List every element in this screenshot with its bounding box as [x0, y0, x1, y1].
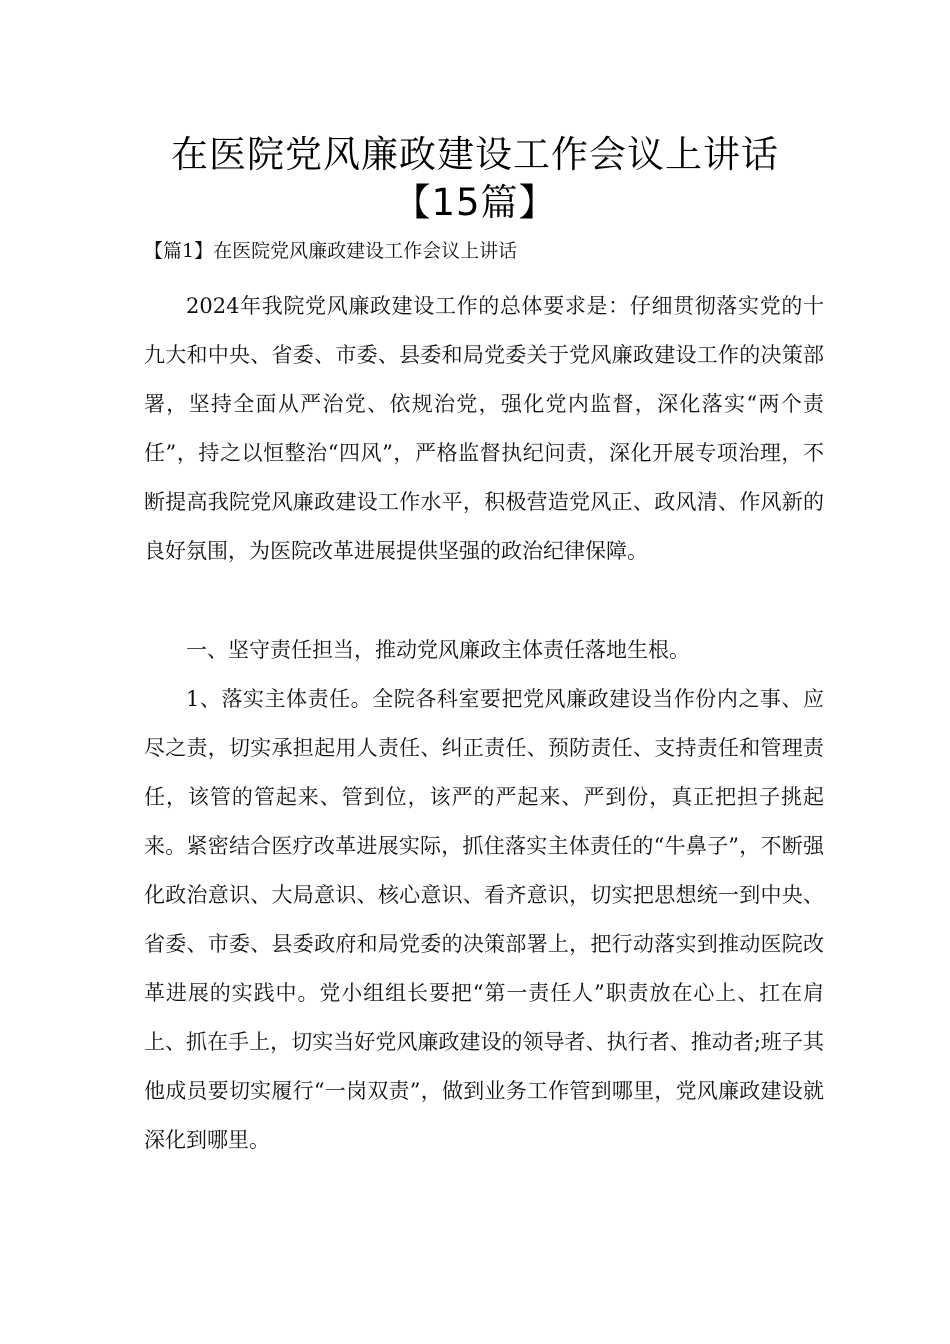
body-paragraph-2	[144, 675, 824, 1165]
document-title-count: 【15篇】	[393, 181, 557, 224]
subheading-1	[144, 626, 824, 675]
subheading-text: 一、坚守责任担当，推动党风廉政主体责任落地生根。	[186, 638, 690, 662]
body-paragraph-1	[144, 282, 824, 576]
paragraph-text: 1、落实主体责任。全院各科室要把党风廉政建设当作份内之事、应尽之责，切实承担起用人责任、纠正责任、预防责任、支持责任和管理责任，该管的管起来、管到位，该严的严起来、严到份，真正把担子挑起来。紧密结合医疗改革进展实际，抓住落实主体责任的“牛鼻子”，不断强化政治意识、大局意识、核心意识、看齐意识，切实把思想统一到中央、省委、市委、县委政府和局党委的决策部署上，把行动落实到推动医院改革进展的实践中。党小组组长要把“第一责任人”职责放在心上、扛在肩上、抓在手上，切实当好党风廉政建设的领导者、执行者、推动者;班子其他成员要切实履行“一岗双责”，做到业务工作管到哪里，党风廉政建设就深化到哪里。	[144, 687, 824, 1152]
document-title: 在医院党风廉政建设工作会议上讲话	[171, 133, 779, 176]
paragraph-text: 2024年我院党风廉政建设工作的总体要求是：仔细贯彻落实党的十九大和中央、省委、市委、县委和局党委关于党风廉政建设工作的决策部署，坚持全面从严治党、依规治党，强化党内监督，深化落实“两个责任”，持之以恒整治“四风”，严格监督执纪问责，深化开展专项治理，不断提高我院党风廉政建设工作水平，积极营造党风正、政风清、作风新的良好氛围，为医院改革进展提供坚强的政治纪律保障。	[144, 294, 824, 563]
section-heading: 【篇1】在医院党风廉政建设工作会议上讲话	[144, 240, 518, 262]
